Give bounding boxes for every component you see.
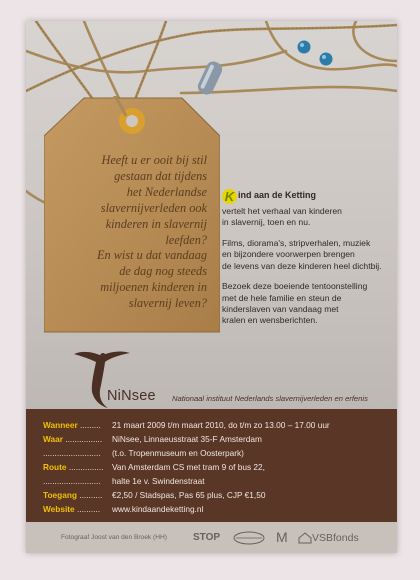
info-row-admission: Toegang .......... €2,50 / Stadspas, Pas 65 plus, CJP €1,50 xyxy=(43,490,266,500)
info-row-route: Route ............... Van Amsterdam CS met tram 9 of bus 22, xyxy=(43,462,265,472)
photo-credit: Fotograaf Joost van den Broek (HH) xyxy=(61,534,167,541)
info-row-where-note: ......................... (t.o. Tropenmuseum en Oosterpark) xyxy=(43,448,244,458)
org-name: NiNsee xyxy=(107,388,156,404)
exhibition-description xyxy=(222,188,382,336)
emblem-logo-icon xyxy=(232,530,266,546)
tag-line: miljoenen kinderen in xyxy=(100,280,207,295)
house-icon xyxy=(298,532,312,544)
tag-line: slavernijverleden ook xyxy=(100,200,207,215)
exhibition-title-text: ind aan de Ketting xyxy=(238,190,317,201)
media-paragraph: Films, diorama's, stripverhalen, muziek en bijzondere voorwerpen brengen de levens van deze kinderen heel dichtbij. xyxy=(222,238,382,271)
vsbfonds-logo: VSBfonds xyxy=(312,532,359,544)
blue-bead-icon xyxy=(298,41,333,66)
intro-paragraph: vertelt het verhaal van kinderen in slavernij, toen en nu. xyxy=(222,206,342,228)
stop-logo: STOP xyxy=(193,532,221,543)
info-row-where: Waar ................ NiNsee, Linnaeusstraat 35-F Amsterdam xyxy=(43,434,262,444)
info-row-route-stop: ......................... halte 1e v. Swindenstraat xyxy=(43,476,205,486)
tag-line: de dag nog steeds xyxy=(119,264,207,279)
tag-line: slavernij leven? xyxy=(128,296,207,311)
tag-line: kinderen in slavernij xyxy=(105,216,207,231)
tag-question-text xyxy=(53,153,207,312)
info-row-website: Website .......... www.kindaandeketting.nl xyxy=(43,504,204,514)
m-logo: M xyxy=(276,529,288,545)
tag-line: leefden? xyxy=(165,232,207,247)
k-logo-icon: K xyxy=(222,189,237,204)
tag-line: het Nederlandse xyxy=(126,184,207,199)
tag-line: En wist u dat vandaag xyxy=(97,248,207,263)
org-full-name: Nationaal instituut Nederlands slavernijverleden en erfenis xyxy=(172,394,368,403)
tag-line: Heeft u er ooit bij stil xyxy=(101,153,207,167)
info-row-when: Wanneer ......... 21 maart 2009 t/m maart 2010, do t/m zo 13.00 – 17.00 uur xyxy=(43,420,330,430)
exhibition-title xyxy=(222,188,382,204)
visit-paragraph: Bezoek deze boeiende tentoonstelling met de hele familie en steun de kinderslaven van vandaag met kralen en wensberichten. xyxy=(222,281,368,326)
tag-line: gestaan dat tijdens xyxy=(114,168,207,183)
